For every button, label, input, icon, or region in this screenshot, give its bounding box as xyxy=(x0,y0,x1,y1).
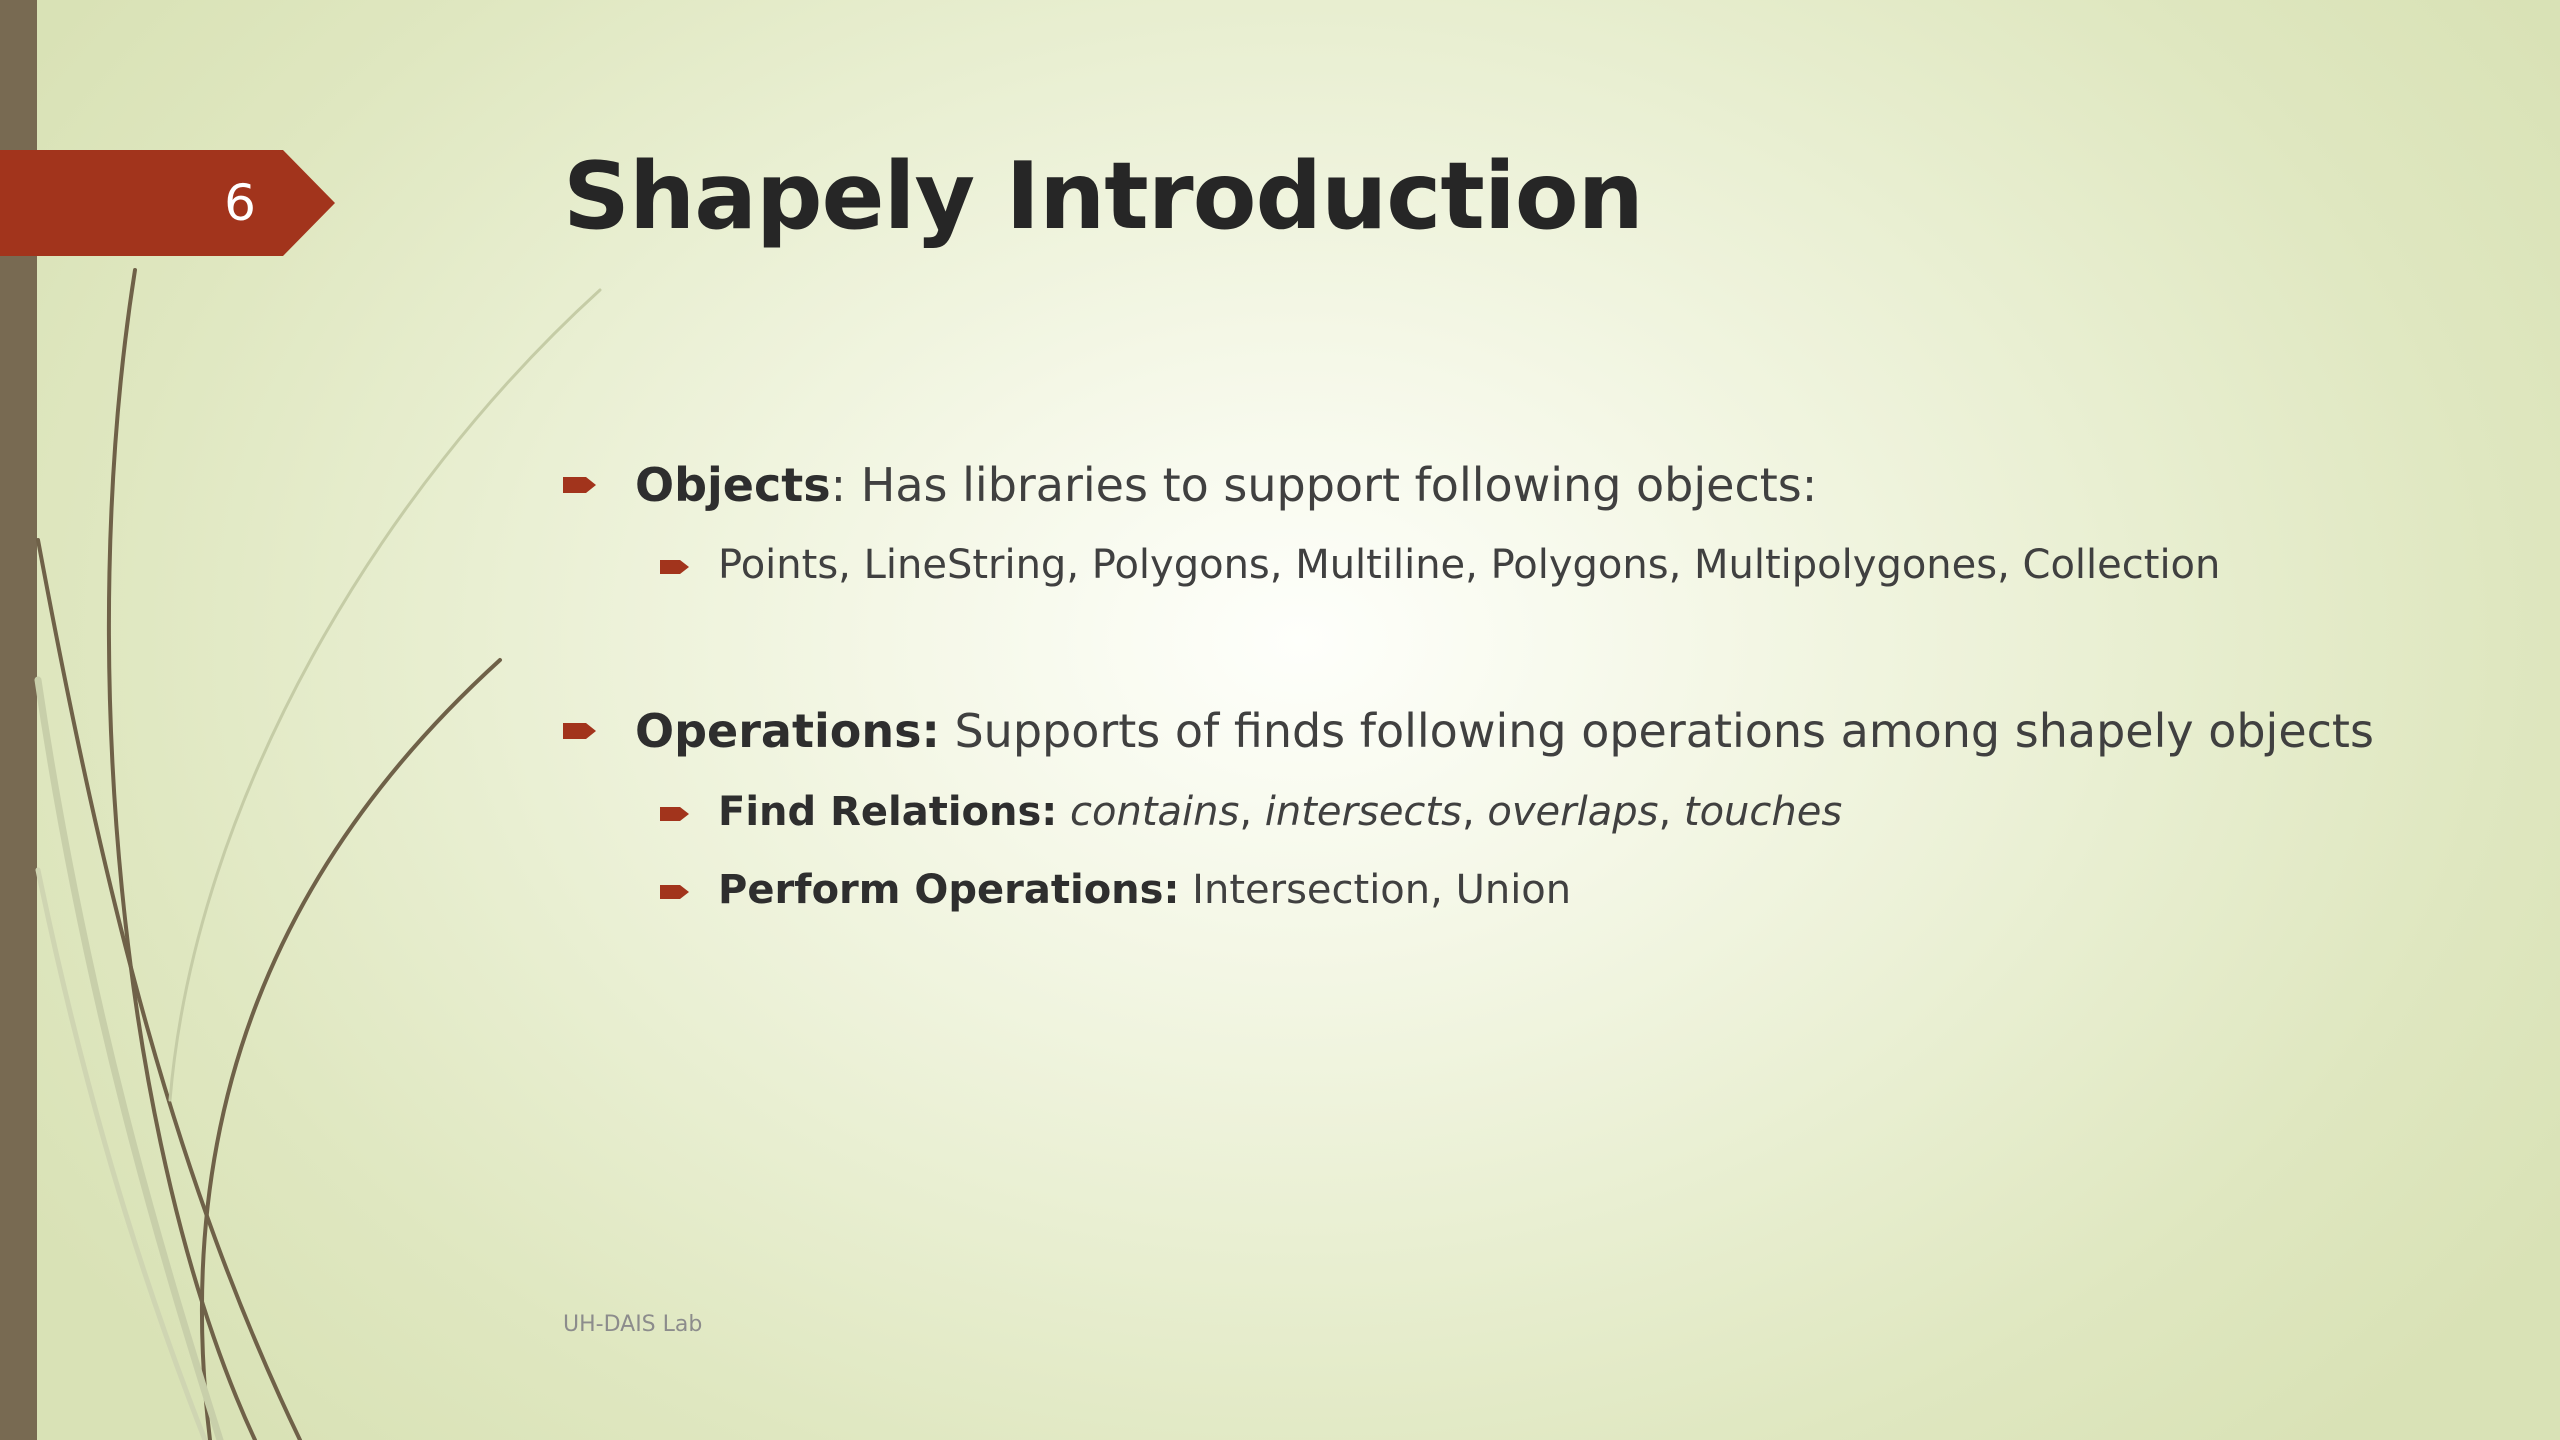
relation-contains: contains xyxy=(1070,789,1240,835)
bullet-arrow-icon xyxy=(660,882,692,902)
bullet-objects-text xyxy=(635,458,1817,512)
relation-overlaps: overlaps xyxy=(1487,789,1659,835)
slide-footer: UH-DAIS Lab xyxy=(563,1312,703,1337)
relation-separator: , xyxy=(1239,789,1265,835)
find-relations-lead: Find Relations: xyxy=(718,789,1058,835)
sub-bullet-perform-operations-text xyxy=(718,867,1571,913)
bullet-operations-text xyxy=(635,704,2374,758)
perform-operations-body: Intersection, Union xyxy=(1179,867,1572,913)
relation-separator: , xyxy=(1658,789,1684,835)
bullet-arrow-icon xyxy=(660,557,692,577)
flag-shape xyxy=(0,150,335,256)
bullet-arrow-icon xyxy=(563,474,599,496)
sub-bullet-object-types-text: Points, LineString, Polygons, Multiline, Polygons, Multipolygones, Collection xyxy=(718,542,2221,588)
bullet-objects-lead: Objects xyxy=(635,458,831,512)
relation-separator: , xyxy=(1461,789,1488,835)
bullet-operations-lead: Operations: xyxy=(635,704,940,758)
perform-operations-lead: Perform Operations: xyxy=(718,867,1180,913)
bullet-operations-body: Supports of finds following operations among shapely objects xyxy=(939,704,2374,758)
bullet-arrow-icon xyxy=(660,804,692,824)
page-number-flag xyxy=(0,150,335,256)
bullet-arrow-icon xyxy=(563,720,599,742)
bullet-objects-body: : Has libraries to support following objects: xyxy=(830,458,1818,512)
sub-bullet-find-relations-text xyxy=(718,789,1842,835)
slide-title: Shapely Introduction xyxy=(563,142,1643,250)
page-number: 6 xyxy=(224,174,256,232)
relation-touches: touches xyxy=(1683,789,1843,835)
relation-intersects: intersects xyxy=(1264,789,1462,835)
